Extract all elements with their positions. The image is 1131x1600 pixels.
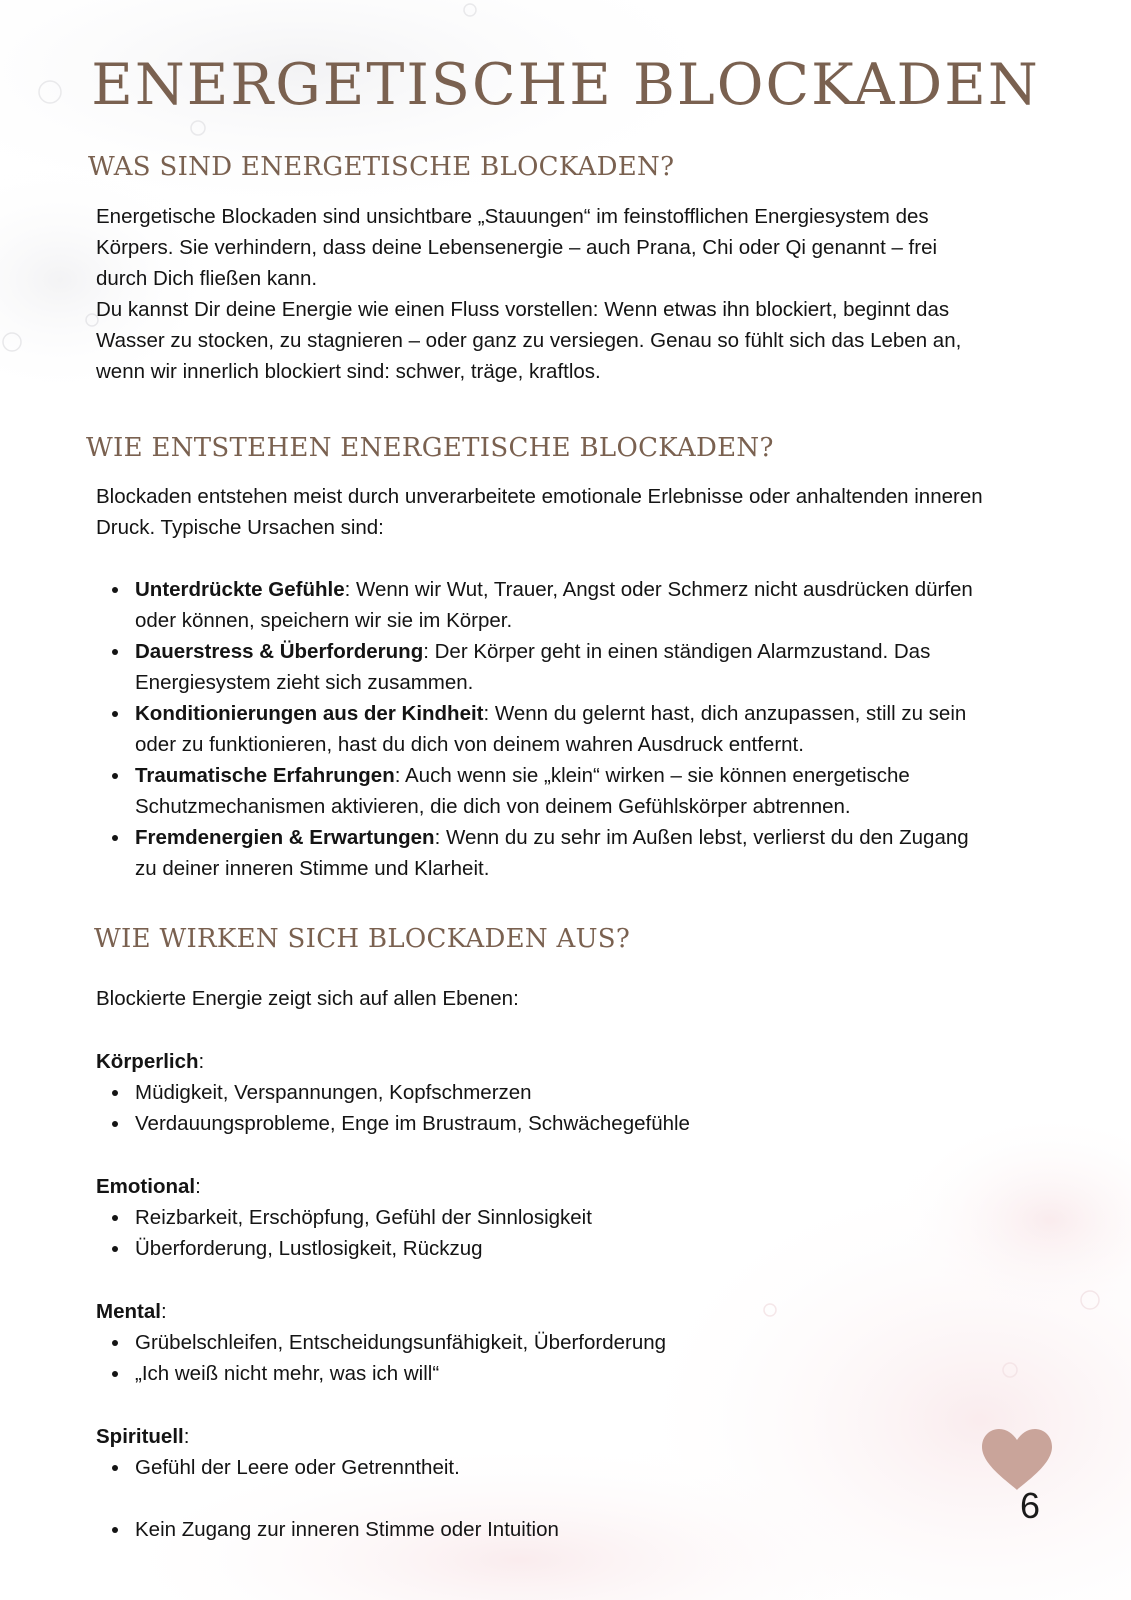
list-item: Kein Zugang zur inneren Stimme oder Intuition xyxy=(96,1514,1086,1545)
item-term: Unterdrückte Gefühle xyxy=(135,578,345,601)
effects-list xyxy=(96,1327,1086,1389)
item-text-cont: zu deiner inneren Stimme und Klarheit. xyxy=(135,857,490,880)
effects-group-mental: Mental: Grübelschleifen, Entscheidungsunfähigkeit, Überforderung „Ich weiß nicht mehr, was ich will“ xyxy=(96,1296,1086,1389)
page-title: ENERGETISCHE BLOCKADEN xyxy=(91,52,1040,118)
causes-list xyxy=(96,574,1086,884)
item-text: : Wenn wir Wut, Trauer, Angst oder Schmerz nicht ausdrücken dürfen xyxy=(344,578,973,601)
list-item xyxy=(96,698,1086,760)
item-text: : Wenn du zu sehr im Außen lebst, verlierst du den Zugang xyxy=(434,826,969,849)
item-text-cont: Schutzmechanismen aktivieren, die dich von deinem Gefühlskörper abtrennen. xyxy=(135,795,851,818)
list-item: „Ich weiß nicht mehr, was ich will“ xyxy=(96,1358,1086,1389)
effects-group-emotional: Emotional: Reizbarkeit, Erschöpfung, Gefühl der Sinnlosigkeit Überforderung, Lustlosigkeit, Rückzug xyxy=(96,1171,1086,1264)
item-term: Dauerstress & Überforderung xyxy=(135,640,424,663)
effects-group-koerperlich: Körperlich: Müdigkeit, Verspannungen, Kopfschmerzen Verdauungsprobleme, Enge im Brustraum, Schwächegefühle xyxy=(96,1046,1086,1139)
item-text: : Der Körper geht in einen ständigen Alarmzustand. Das xyxy=(423,640,931,663)
item-term: Traumatische Erfahrungen xyxy=(135,764,395,787)
paragraph-line: Du kannst Dir deine Energie wie einen Fluss vorstellen: Wenn etwas ihn blockiert, beginnt das xyxy=(96,298,950,321)
paragraph-line: Druck. Typische Ursachen sind: xyxy=(96,516,384,539)
item-text: : Auch wenn sie „klein“ wirken – sie können energetische xyxy=(394,764,910,787)
item-text-cont: oder zu funktionieren, hast du dich von deinem wahren Ausdruck entfernt. xyxy=(135,733,804,756)
page-number: 6 xyxy=(1019,1485,1041,1526)
list-item xyxy=(96,574,1086,636)
group-label: Spirituell xyxy=(96,1425,184,1448)
paragraph-line: Körpers. Sie verhindern, dass deine Lebensenergie – auch Prana, Chi oder Qi genannt – frei xyxy=(96,236,938,259)
item-term: Konditionierungen aus der Kindheit xyxy=(135,702,484,725)
section-3-intro xyxy=(96,983,1086,1014)
effects-group-spirituell: Spirituell: Gefühl der Leere oder Getrenntheit. Kein Zugang zur inneren Stimme oder Intuition xyxy=(96,1421,1086,1545)
list-item: Überforderung, Lustlosigkeit, Rückzug xyxy=(96,1233,1086,1264)
item-text-cont: Energiesystem zieht sich zusammen. xyxy=(135,671,474,694)
effects-list xyxy=(96,1202,1086,1264)
list-item: Reizbarkeit, Erschöpfung, Gefühl der Sinnlosigkeit xyxy=(96,1202,1086,1233)
effects-list xyxy=(96,1452,1086,1545)
list-item xyxy=(96,760,1086,822)
group-label: Mental xyxy=(96,1300,161,1323)
group-label: Emotional xyxy=(96,1175,196,1198)
list-item: Müdigkeit, Verspannungen, Kopfschmerzen xyxy=(96,1077,1086,1108)
group-label: Körperlich xyxy=(96,1050,199,1073)
paragraph-line: Blockierte Energie zeigt sich auf allen Ebenen: xyxy=(96,987,519,1010)
paragraph-line: durch Dich fließen kann. xyxy=(96,267,318,290)
item-term: Fremdenergien & Erwartungen xyxy=(135,826,435,849)
effects-list xyxy=(96,1077,1086,1139)
paragraph-line: Energetische Blockaden sind unsichtbare „Stauungen“ im feinstofflichen Energiesystem des xyxy=(96,205,929,228)
section-1-paragraph xyxy=(96,201,1086,387)
section-heading-wie-wirken: WIE WIRKEN SICH BLOCKADEN AUS? xyxy=(94,924,631,954)
section-2-intro xyxy=(96,481,1086,543)
list-item xyxy=(96,822,1086,884)
item-text: : Wenn du gelernt hast, dich anzupassen, still zu sein xyxy=(483,702,967,725)
list-item: Verdauungsprobleme, Enge im Brustraum, Schwächegefühle xyxy=(96,1108,1086,1139)
section-heading-was-sind: WAS SIND ENERGETISCHE BLOCKADEN? xyxy=(88,152,675,182)
section-heading-wie-entstehen: WIE ENTSTEHEN ENERGETISCHE BLOCKADEN? xyxy=(86,433,774,463)
list-item xyxy=(96,636,1086,698)
paragraph-line: Blockaden entstehen meist durch unverarbeitete emotionale Erlebnisse oder anhaltenden inneren xyxy=(96,485,983,508)
paragraph-line: wenn wir innerlich blockiert sind: schwer, träge, kraftlos. xyxy=(96,360,601,383)
paragraph-line: Wasser zu stocken, zu stagnieren – oder ganz zu versiegen. Genau so fühlt sich das Leben an, xyxy=(96,329,962,352)
list-item: Grübelschleifen, Entscheidungsunfähigkeit, Überforderung xyxy=(96,1327,1086,1358)
list-item: Gefühl der Leere oder Getrenntheit. xyxy=(96,1452,1086,1483)
item-text-cont: oder können, speichern wir sie im Körper. xyxy=(135,609,513,632)
heart-icon xyxy=(980,1428,1054,1492)
